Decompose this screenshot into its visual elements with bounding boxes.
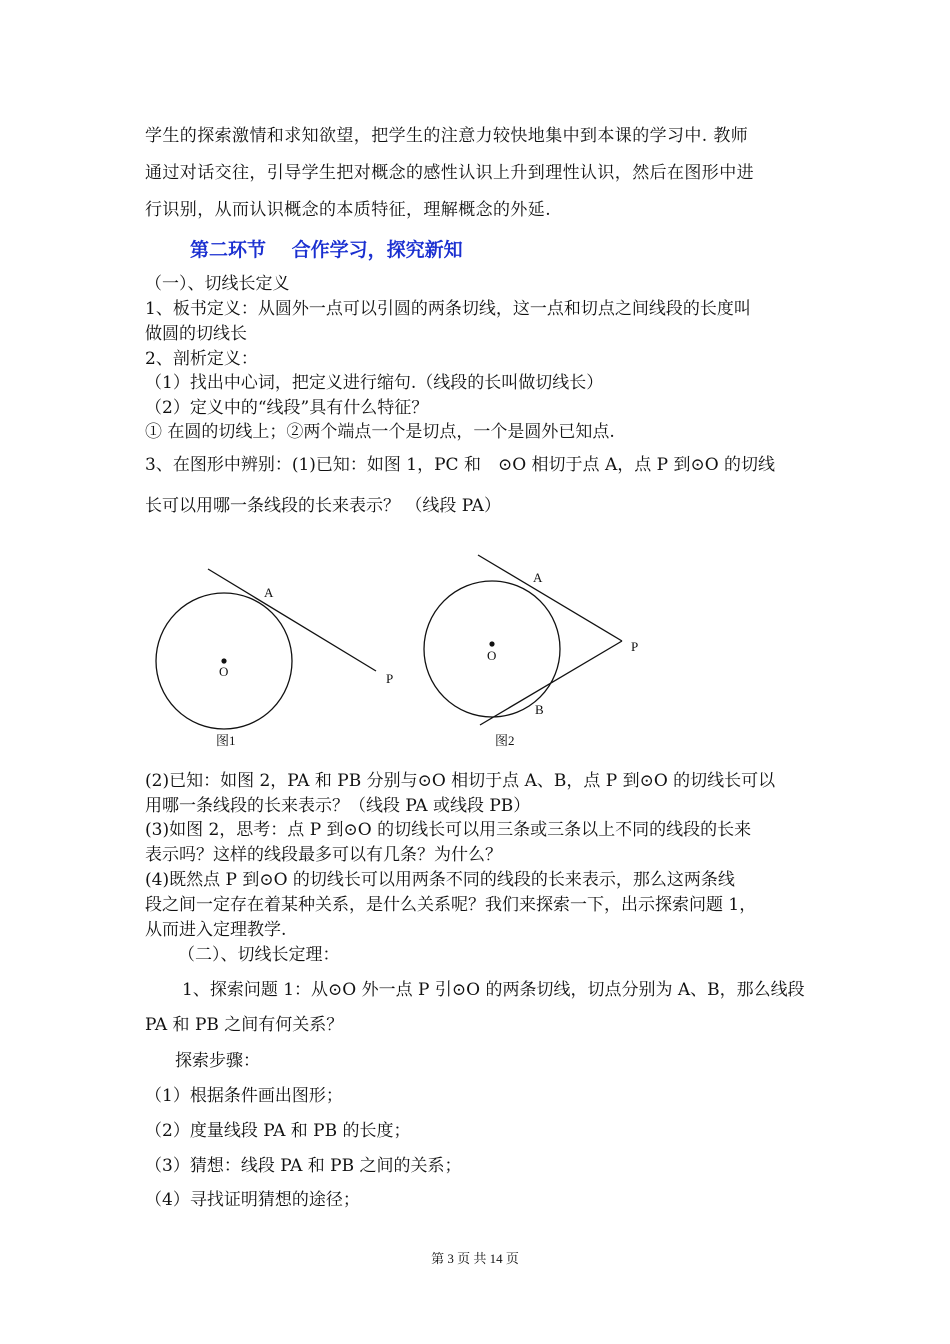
analysis-item-1: （1）找出中心词，把定义进行缩句.（线段的长叫做切线长）	[145, 373, 604, 393]
identify-line-2: 长可以用哪一条线段的长来表示？ （线段 PA）	[145, 496, 501, 516]
step-2: （2）度量线段 PA 和 PB 的长度；	[145, 1121, 411, 1141]
analysis-item-2: （2）定义中的“线段”具有什么特征？	[145, 398, 429, 418]
part1-title: （一）、切线长定义	[145, 274, 290, 294]
tangent-figures	[140, 545, 660, 755]
figure-2-label-a: A	[533, 570, 543, 585]
identify-line-1: 3、在图形中辨别：(1)已知：如图 1，PC 和 ⊙O 相切于点 A，点 P 到⊙O 的切线	[145, 455, 776, 475]
steps-title: 探索步骤：	[175, 1051, 260, 1071]
figure-2-label-o: O	[487, 648, 497, 663]
step-4: （4）寻找证明猜想的途径；	[145, 1190, 360, 1210]
question-2-line-2: 用哪一条线段的长来表示？（线段 PA 或线段 PB）	[145, 796, 531, 816]
page-footer: 第 3 页 共 14 页	[431, 1251, 519, 1266]
question-4-line-2: 段之间一定存在着某种关系，是什么关系呢？我们来探索一下，出示探索问题 1，	[145, 895, 757, 915]
intro-line-1: 学生的探索激情和求知欲望，把学生的注意力较快地集中到本课的学习中. 教师	[145, 126, 749, 146]
figure-1	[156, 569, 393, 748]
question-2-line-1: (2)已知：如图 2，PA 和 PB 分别与⊙O 相切于点 A、B，点 P 到⊙O 的切线长可以	[145, 771, 776, 791]
figure-1-caption: 图1	[216, 733, 236, 748]
figure-1-label-p: P	[386, 671, 394, 686]
figure-2-caption: 图2	[495, 733, 515, 748]
figure-2-label-b: B	[535, 702, 544, 717]
definition-line-2: 做圆的切线长	[145, 324, 247, 344]
problem-line-2: PA 和 PB 之间有何关系？	[145, 1015, 344, 1035]
step-1: （1）根据条件画出图形；	[145, 1086, 343, 1106]
section-heading: 第二环节 合作学习，探究新知	[190, 239, 463, 261]
problem-line-1: 1、探索问题 1：从⊙O 外一点 P 引⊙O 的两条切线，切点分别为 A、B，那么线段	[182, 980, 805, 1000]
analysis-title: 2、剖析定义：	[145, 349, 258, 369]
question-3-line-1: (3)如图 2，思考：点 P 到⊙O 的切线长可以用三条或三条以上不同的线段的长来	[145, 820, 752, 840]
figure-2-tangent-pa	[478, 555, 622, 641]
analysis-item-3: ① 在圆的切线上；②两个端点一个是切点，一个是圆外已知点.	[145, 422, 615, 442]
part2-title: （二）、切线长定理：	[178, 945, 340, 965]
question-4-line-3: 从而进入定理教学.	[145, 920, 287, 940]
definition-line-1: 1、板书定义：从圆外一点可以引圆的两条切线，这一点和切点之间线段的长度叫	[145, 299, 751, 319]
question-4-line-1: (4)既然点 P 到⊙O 的切线长可以用两条不同的线段的长来表示，那么这两条线	[145, 870, 735, 890]
question-3-line-2: 表示吗？这样的线段最多可以有几条？为什么？	[145, 845, 502, 865]
figure-2	[424, 555, 638, 748]
step-3: （3）猜想：线段 PA 和 PB 之间的关系；	[145, 1156, 462, 1176]
figure-1-label-o: O	[219, 664, 229, 679]
intro-line-2: 通过对话交往，引导学生把对概念的感性认识上升到理性认识，然后在图形中进	[145, 163, 754, 183]
figure-1-label-a: A	[264, 585, 274, 600]
figure-1-center-dot	[221, 658, 226, 663]
intro-line-3: 行识别，从而认识概念的本质特征，理解概念的外延.	[145, 200, 552, 220]
figure-2-tangent-pb	[480, 641, 622, 725]
figure-2-label-p: P	[631, 639, 639, 654]
figure-2-center-dot	[489, 641, 494, 646]
